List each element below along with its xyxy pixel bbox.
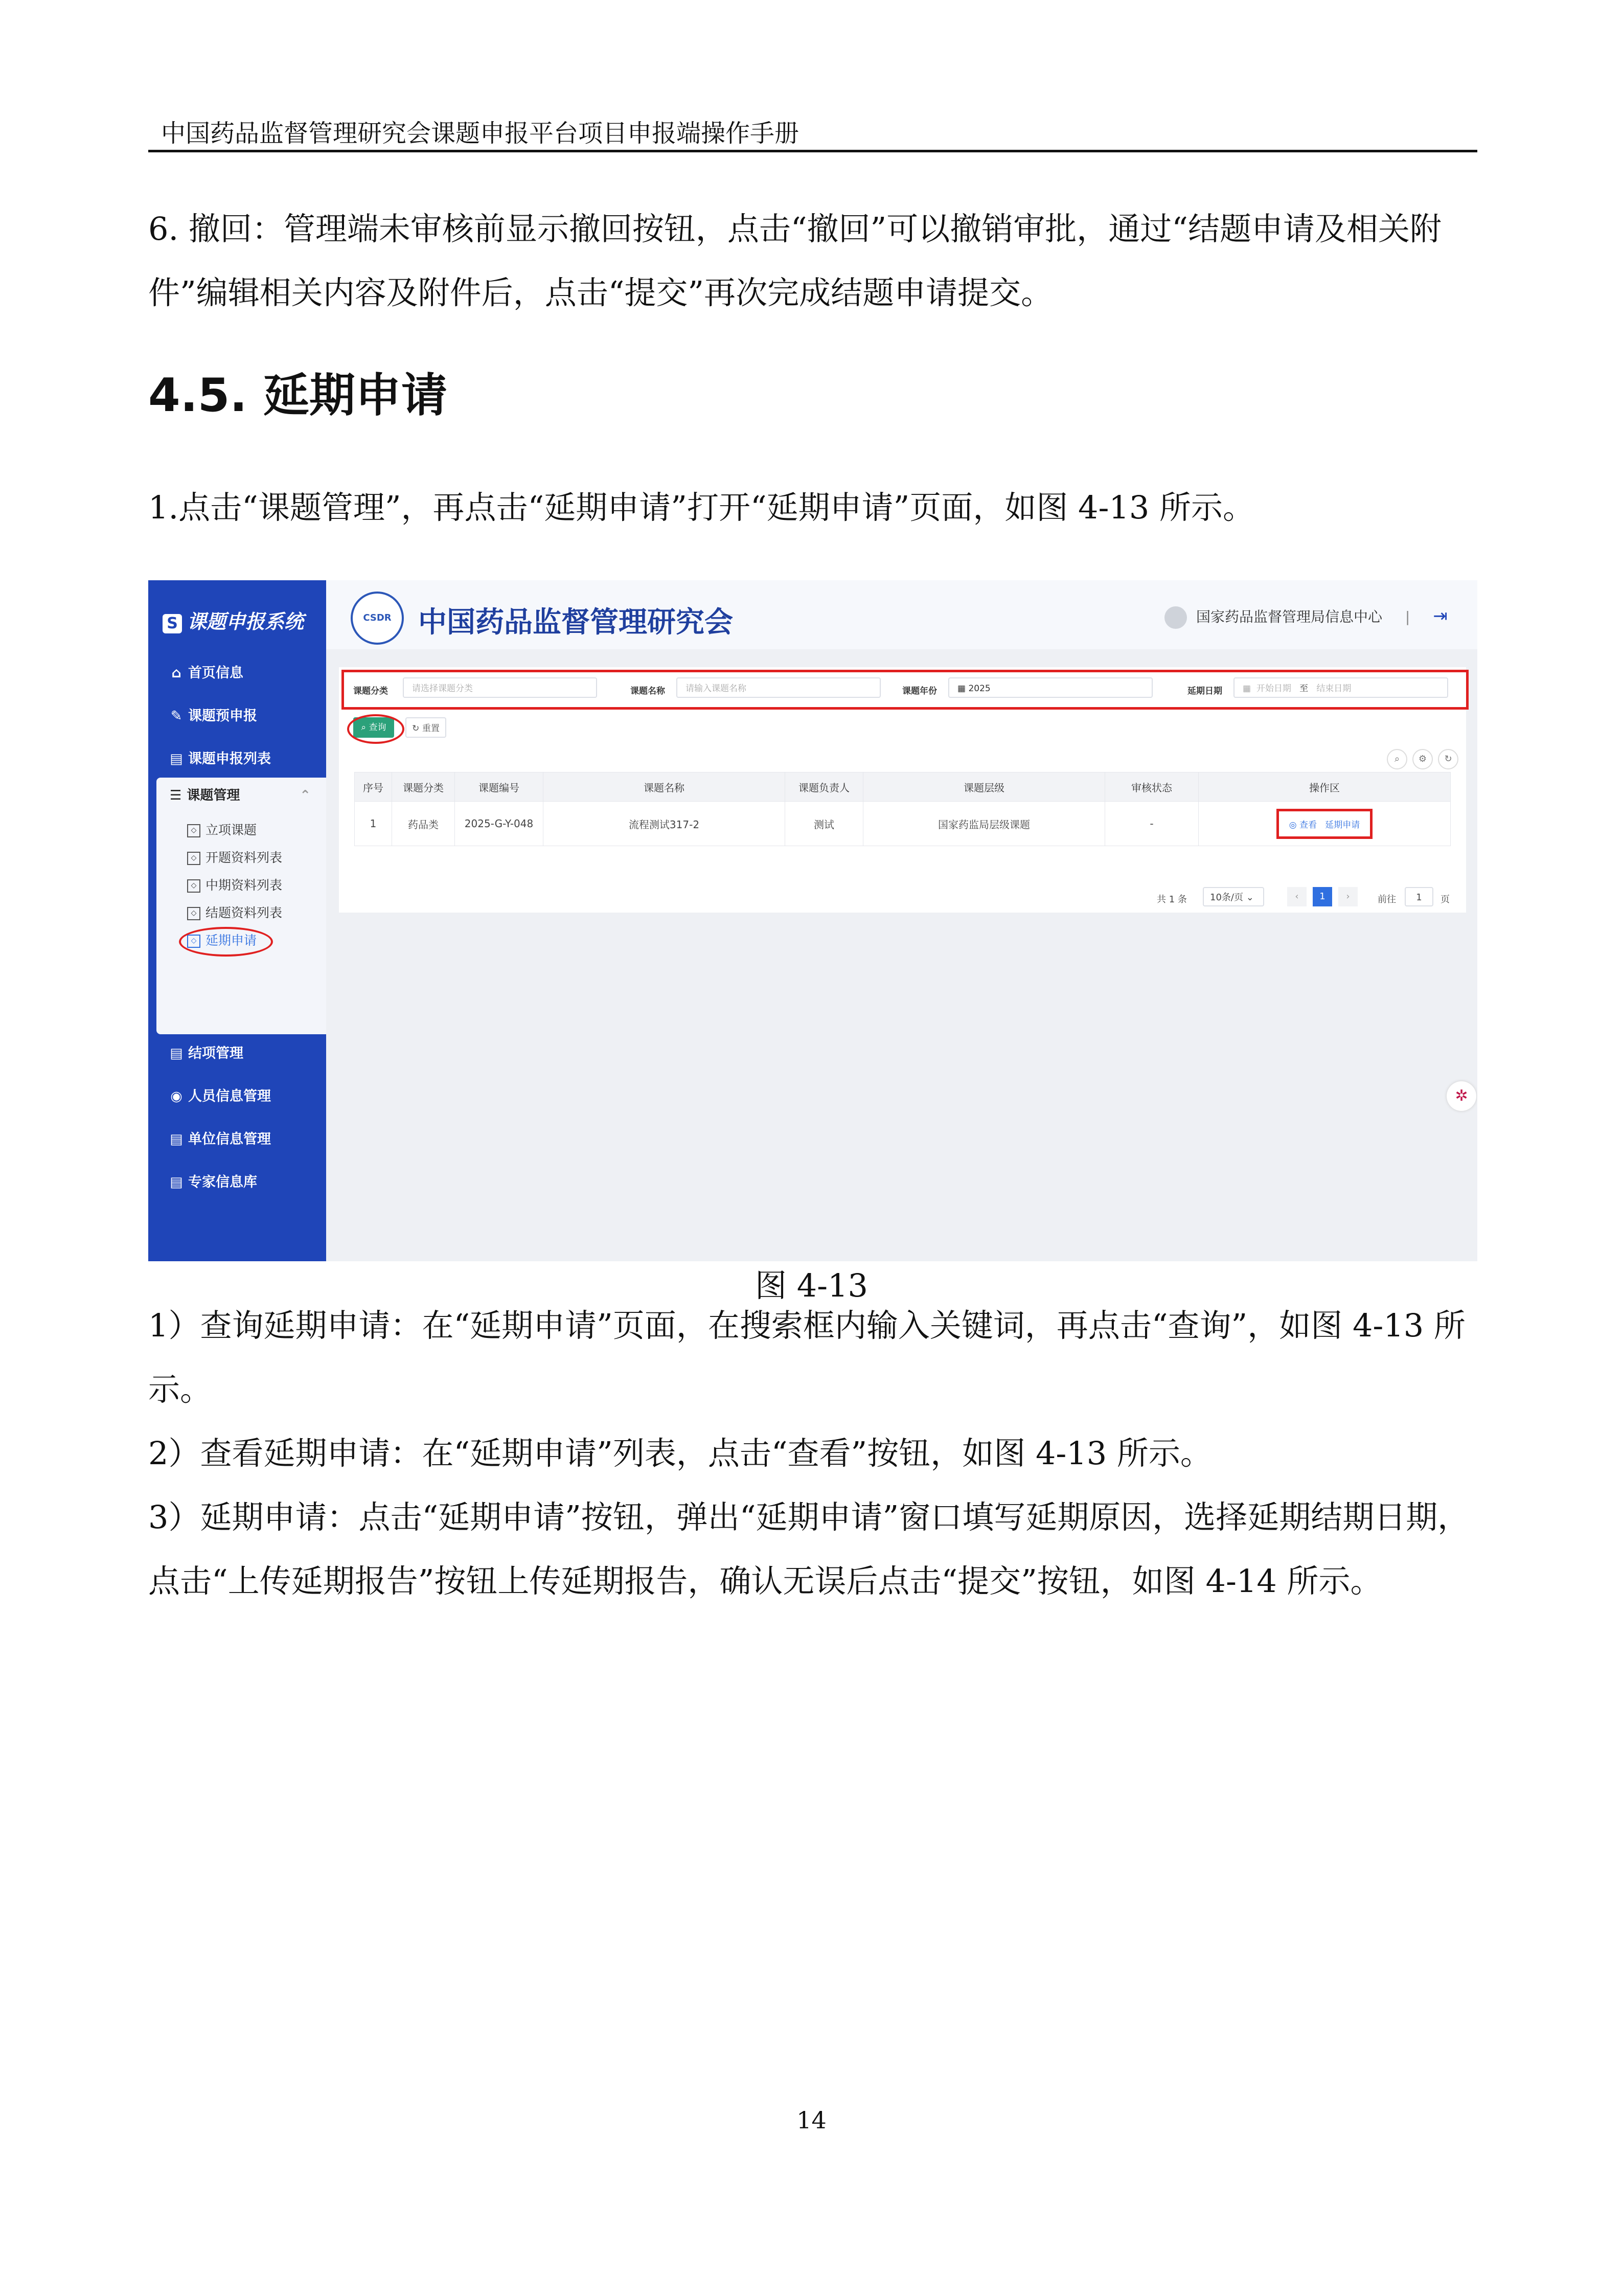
reset-button[interactable]: ↻ 重置 bbox=[405, 717, 446, 738]
submenu-approved[interactable]: ◇ 立项课题 bbox=[156, 816, 326, 844]
table-header: 序号 课题分类 课题编号 课题名称 课题负责人 课题层级 审核状态 操作区 bbox=[355, 772, 1451, 802]
user-info[interactable]: 国家药品监督管理局信息中心 | ⇥ bbox=[1164, 606, 1448, 629]
extension-table bbox=[354, 772, 1451, 846]
figure-caption: 图 4-13 bbox=[755, 1267, 868, 1304]
item-extension: 3）延期申请：点击“延期申请”按钮，弹出“延期申请”窗口填写延期原因，选择延期结期日期，点击“上传延期报告”按钮上传延期报告，确认无误后点击“提交”按钮，如图 4-14 所示。 bbox=[148, 1498, 1470, 1600]
date-range-picker[interactable]: ▦ 开始日期 至 结束日期 bbox=[1233, 677, 1448, 698]
submenu-final[interactable]: ◇ 结题资料列表 bbox=[156, 899, 326, 927]
menu-close[interactable]: ▤ 结项管理 bbox=[148, 1038, 326, 1069]
settings-icon[interactable]: ⚙ bbox=[1412, 749, 1433, 769]
list-icon: ▤ bbox=[170, 1045, 183, 1061]
query-button[interactable]: ⌕ 查询 bbox=[353, 717, 394, 738]
top-bar bbox=[326, 580, 1477, 649]
doc-icon: ◇ bbox=[187, 907, 200, 920]
submenu-opening[interactable]: ◇ 开题资料列表 bbox=[156, 844, 326, 872]
menu-home[interactable]: ⌂ 首页信息 bbox=[148, 658, 326, 689]
menu-apply-list[interactable]: ▤ 课题申报列表 bbox=[148, 744, 326, 775]
category-select[interactable]: 请选择课题分类 bbox=[403, 677, 597, 698]
settings-icon: ☰ bbox=[170, 788, 182, 803]
category-label: 课题分类 bbox=[353, 686, 388, 696]
avatar bbox=[1164, 606, 1187, 629]
doc-icon: ◇ bbox=[187, 935, 200, 948]
date-label: 延期日期 bbox=[1187, 686, 1222, 696]
menu-personnel[interactable]: ◉ 人员信息管理 bbox=[148, 1081, 326, 1112]
org-title: 中国药品监督管理研究会 bbox=[418, 606, 733, 639]
action-highlight bbox=[1276, 809, 1373, 839]
year-label: 课题年份 bbox=[902, 686, 937, 696]
main-area bbox=[326, 580, 1477, 1261]
highlight-ellipse bbox=[179, 927, 273, 957]
list-icon: ▤ bbox=[170, 1174, 183, 1190]
document-header: 中国药品监督管理研究会课题申报平台项目申报端操作手册 bbox=[161, 119, 799, 148]
doc-icon: ◇ bbox=[187, 852, 200, 865]
pager-total: 共 1 条 bbox=[1157, 894, 1187, 905]
menu-pre-apply[interactable]: ✎ 课题预申报 bbox=[148, 701, 326, 732]
figure-screenshot bbox=[148, 580, 1477, 1261]
header-divider bbox=[148, 150, 1477, 152]
refresh-icon[interactable]: ↻ bbox=[1438, 749, 1458, 769]
menu-topic-manage[interactable]: ☰ 课题管理 ⌃ bbox=[156, 782, 326, 809]
doc-icon: ◇ bbox=[187, 824, 200, 837]
page-size-select[interactable]: 10条/页 ⌄ bbox=[1203, 887, 1264, 906]
submenu-panel bbox=[156, 778, 326, 1034]
item-query: 1）查询延期申请：在“延期申请”页面，在搜索框内输入关键词，再点击“查询”，如图 4-13 所示。 bbox=[148, 1307, 1466, 1408]
year-picker[interactable]: ▦ 2025 bbox=[948, 677, 1153, 698]
paragraph-open-page: 1.点击“课题管理”，再点击“延期申请”打开“延期申请”页面，如图 4-13 所示。 bbox=[148, 489, 1255, 526]
section-heading: 4.5. 延期申请 bbox=[148, 369, 447, 422]
paragraph-withdraw: 6. 撤回：管理端未审核前显示撤回按钮，点击“撤回”可以撤销审批，通过“结题申请及相关附件”编辑相关内容及附件后，点击“提交”再次完成结题申请提交。 bbox=[148, 210, 1442, 311]
logout-icon[interactable]: ⇥ bbox=[1433, 606, 1448, 626]
view-button[interactable]: ◎ 查看 bbox=[1289, 820, 1317, 830]
goto-input[interactable]: 1 bbox=[1405, 887, 1433, 906]
name-label: 课题名称 bbox=[630, 686, 665, 696]
content-card bbox=[339, 667, 1466, 913]
prev-page-button[interactable]: ‹ bbox=[1287, 887, 1307, 906]
assistant-float-icon[interactable]: ✲ bbox=[1447, 1081, 1476, 1111]
goto-label: 前往 bbox=[1378, 894, 1396, 905]
table-row: 1 药品类 2025-G-Y-048 流程测试317-2 测试 国家药监局层级课题 - ◎ 查看 延期申请 bbox=[355, 802, 1451, 846]
item-view: 2）查看延期申请：在“延期申请”列表，点击“查看”按钮，如图 4-13 所示。 bbox=[148, 1435, 1212, 1472]
menu-unit[interactable]: ▤ 单位信息管理 bbox=[148, 1124, 326, 1155]
menu-expert[interactable]: ▤ 专家信息库 bbox=[148, 1167, 326, 1198]
edit-icon: ✎ bbox=[170, 708, 182, 724]
submenu-extension[interactable]: ◇ 延期申请 bbox=[156, 927, 326, 954]
submenu-midterm[interactable]: ◇ 中期资料列表 bbox=[156, 872, 326, 899]
next-page-button[interactable]: › bbox=[1338, 887, 1358, 906]
home-icon: ⌂ bbox=[171, 665, 181, 681]
person-icon: ◉ bbox=[170, 1088, 182, 1104]
doc-icon: ◇ bbox=[187, 879, 200, 893]
page-number: 14 bbox=[796, 2106, 827, 2134]
query-highlight-ellipse bbox=[347, 714, 404, 744]
list-icon: ▤ bbox=[170, 751, 183, 767]
current-page[interactable]: 1 bbox=[1313, 887, 1332, 906]
org-emblem: CSDR bbox=[351, 592, 404, 645]
sidebar bbox=[148, 580, 326, 1261]
search-icon[interactable]: ⌕ bbox=[1387, 749, 1407, 769]
list-icon: ▤ bbox=[170, 1131, 183, 1147]
system-logo: S 课题申报系统 bbox=[163, 606, 304, 634]
extension-apply-button[interactable]: 延期申请 bbox=[1325, 820, 1360, 830]
chevron-up-icon: ⌃ bbox=[300, 788, 311, 803]
page-unit: 页 bbox=[1441, 894, 1450, 905]
name-input[interactable]: 请输入课题名称 bbox=[676, 677, 881, 698]
